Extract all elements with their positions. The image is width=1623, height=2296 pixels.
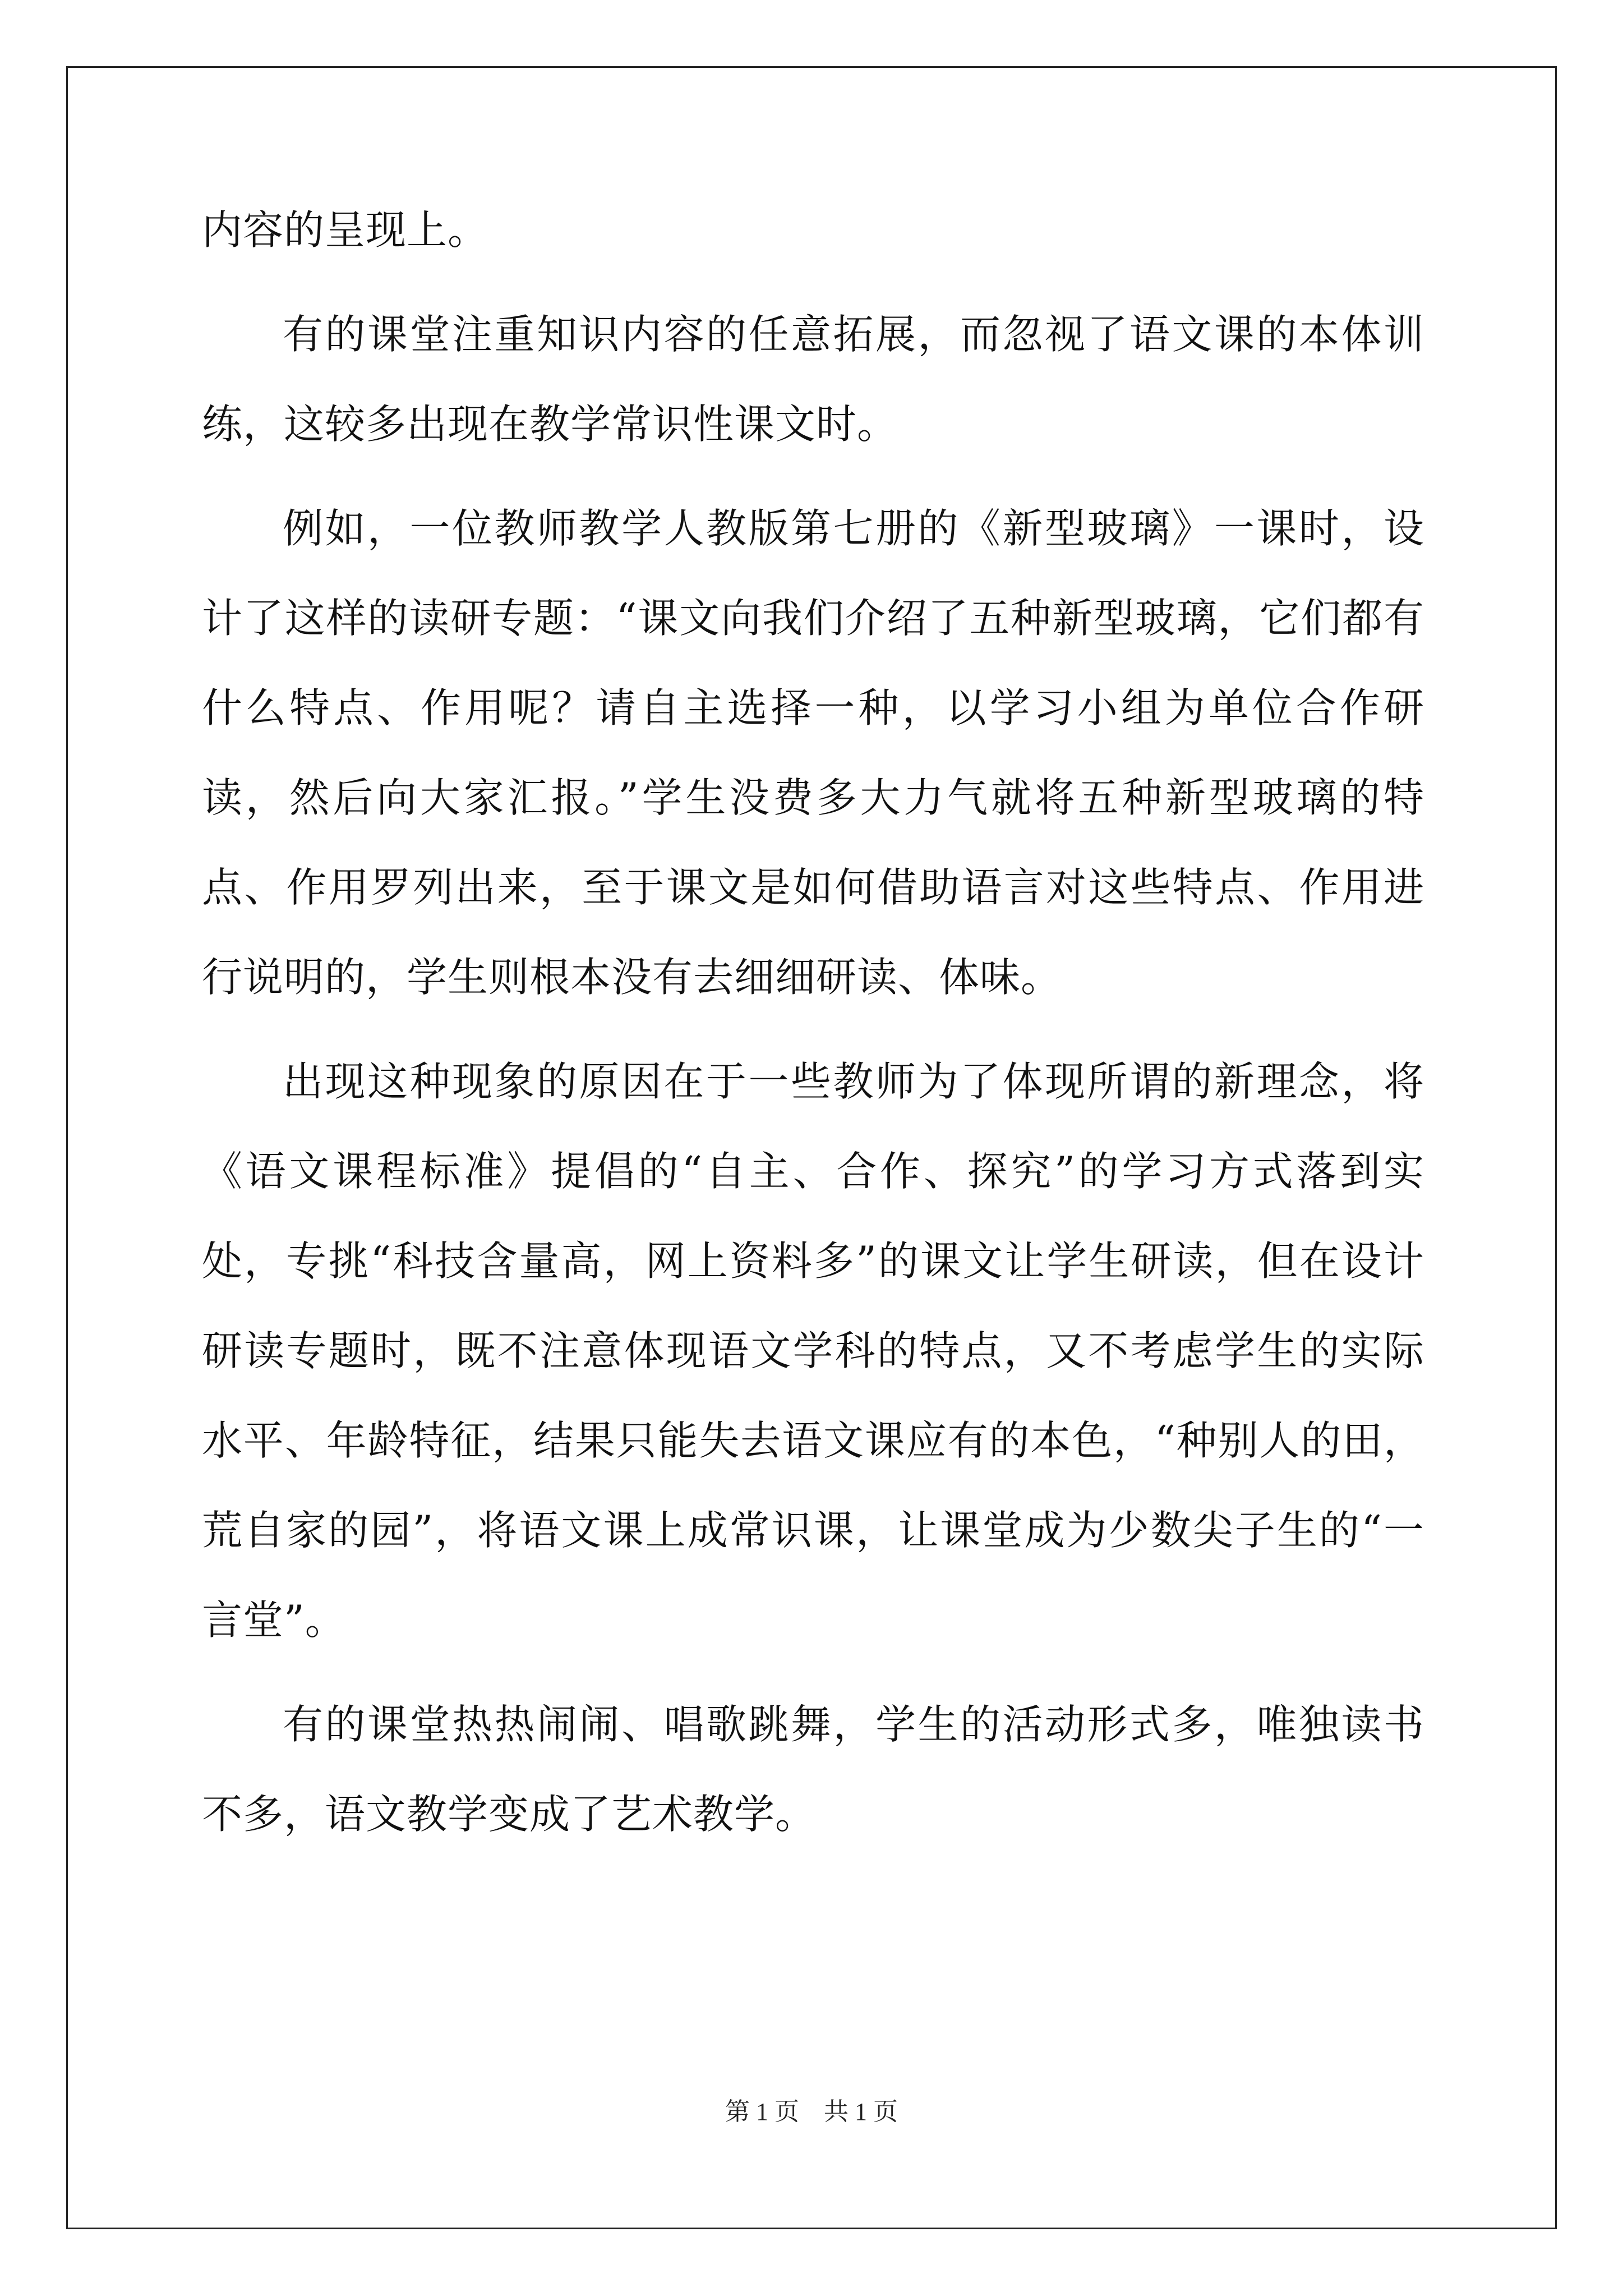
paragraph-3: 例如，一位教师教学人教版第七册的《新型玻璃》一课时，设计了这样的读研专题：“课文向我们介绍了五种新型玻璃，它们都有什么特点、作用呢？请自主选择一种，以学习小组为单位合作研读，然后向大家汇报。”学生没费多大力气就将五种新型玻璃的特点、作用罗列出来，至于课文是如何借助语言对这些特点、作用进行说明的，学生则根本没有去细细研读、体味。 (202, 505, 1424, 1001)
document-body (202, 185, 1424, 1859)
page-footer: 第 1 页 共 1 页 (725, 2098, 898, 2125)
paragraph-5: 有的课堂热热闹闹、唱歌跳舞，学生的活动形式多，唯独读书不多，语文教学变成了艺术教学。 (202, 1701, 1424, 1838)
paragraph-2: 有的课堂注重知识内容的任意拓展，而忽视了语文课的本体训练，这较多出现在教学常识性课文时。 (202, 311, 1424, 448)
paragraph-4: 出现这种现象的原因在于一些教师为了体现所谓的新理念，将《语文课程标准》提倡的“自主、合作、探究”的学习方式落到实处，专挑“科技含量高，网上资料多”的课文让学生研读，但在设计研读专题时，既不注意体现语文学科的特点，又不考虑学生的实际水平、年龄特征，结果只能失去语文课应有的本色，“种别人的田，荒自家的园”，将语文课上成常识课，让课堂成为少数尖子生的“一言堂”。 (202, 1058, 1424, 1644)
paragraph-1: 内容的呈现上。 (202, 206, 489, 254)
